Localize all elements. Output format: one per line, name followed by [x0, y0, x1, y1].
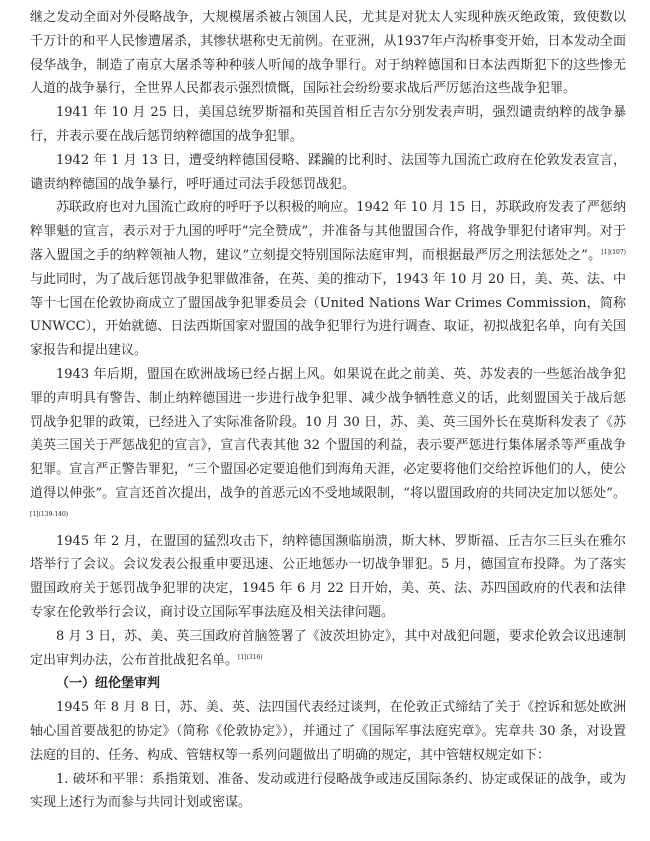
paragraph-text: 1942 年 1 月 13 日，遭受纳粹德国侵略、蹂躏的比利时、法国等九国流亡政府在伦敦发表宣言，谴责纳粹德国的战争暴行，呼吁通过司法手段惩罚战犯。: [30, 152, 626, 192]
paragraph-text: 8 月 3 日，苏、美、英三国政府首脑签署了《波茨坦协定》，其中对战犯问题，要求伦敦会议迅速制定出审判办法，公布首批战犯名单。: [30, 628, 626, 668]
footnote-ref: [1](316): [238, 653, 263, 661]
paragraph-1: [30, 101, 626, 149]
paragraph-3: [30, 196, 626, 363]
paragraph-8: [30, 768, 626, 816]
paragraph-7: [30, 696, 626, 767]
heading-text: （一）纽伦堡审判: [56, 676, 161, 692]
paragraph-4: [30, 363, 626, 530]
paragraph-2: [30, 149, 626, 197]
paragraph-6: [30, 625, 626, 673]
footnote-ref: [1](107): [601, 248, 626, 256]
paragraph-text: 1943 年后期，盟国在欧洲战场已经占据上风。如果说在此之前美、英、苏发表的一些惩治战争犯罪的声明具有警告、制止纳粹德国进一步进行战争犯罪、减少战争牺牲意义的话，此刻盟国关于战后惩罚战争犯罪的政策，已经进入了实际准备阶段。10 月 30 日，苏、美、英三国外长在莫斯科发表了《苏美英三国关于严惩战犯的宣言》，宣言代表其他 32 个盟国的利益，表示要严惩进行集体屠杀等严重战争犯罪。宣言严正警告罪犯，“三个盟国必定要追他们到海角天涯，必定要将他们交给控诉他们的人，使公道得以伸张”。宣言还首次提出，战争的首恶元凶不受地域限制，“将以盟国政府的共同决定加以惩处”。: [30, 366, 626, 501]
paragraph-text: 1. 破坏和平罪：系指策划、准备、发动或进行侵略战争或违反国际条约、协定或保证的战争，或为实现上述行为而参与共同计划或密谋。: [30, 771, 626, 811]
section-heading: [30, 672, 626, 696]
paragraph-5: [30, 530, 626, 625]
paragraph-text: 1945 年 8 月 8 日，苏、美、英、法四国代表经过谈判，在伦敦正式缔结了关于《控诉和惩处欧洲轴心国首要战犯的协定》（简称《伦敦协定》），并通过了《国际军事法庭宪章》。宪章共 30 条，对设置法庭的目的、任务、构成、管辖权等一系列问题做出了明确的规定，其中管辖权规定如下：: [30, 700, 626, 763]
paragraph-0: [30, 6, 626, 101]
paragraph-text: 苏联政府也对九国流亡政府的呼吁予以积极的响应。1942 年 10 月 15 日，苏联政府发表了严惩纳粹罪魁的宣言，表示对于九国的呼吁“完全赞成”，并准备与其他盟国合作，将战争罪犯付诸审判。对于落入盟国之手的纳粹领袖人物，建议“立刻提交特别国际法庭审判，而根据最严厉之刑法惩处之”。: [30, 200, 626, 263]
paragraph-text: 1941 年 10 月 25 日，美国总统罗斯福和英国首相丘吉尔分别发表声明，强烈谴责纳粹的战争暴行，并表示要在战后惩罚纳粹德国的战争犯罪。: [30, 105, 626, 144]
paragraph-text: 与此同时，为了战后惩罚战争犯罪做准备，在英、美的推动下，1943 年 10 月 20 日，美、英、法、中等十七国在伦敦协商成立了盟国战争犯罪委员会（United Nations War Crimes Commission，简称 UNWCC），开始就德、日法西斯国家对盟国的战争犯罪行为进行调查、取证，初拟战犯名单，向有关国家报告和提出建议。: [30, 271, 626, 359]
document-page: [30, 6, 626, 815]
paragraph-text: 1945 年 2 月，在盟国的猛烈攻击下，纳粹德国濒临崩溃，斯大林、罗斯福、丘吉尔三巨头在雅尔塔举行了会议。会议发表公报重申要迅速、公正地惩办一切战争罪犯。5 月，德国宣布投降。为了落实盟国政府关于惩罚战争犯罪的决定，1945 年 6 月 22 日开始，美、英、法、苏四国政府的代表和法律专家在伦敦举行会议，商讨设立国际军事法庭及相关法律问题。: [30, 533, 626, 620]
footnote-ref: [1](139-140): [30, 510, 69, 518]
paragraph-text: 继之发动全面对外侵略战争，大规模屠杀被占领国人民，尤其是对犹太人实现种族灭绝政策，致使数以千万计的和平人民惨遭屠杀，其惨状堪称史无前例。在亚洲，从1937年卢沟桥事变开始，日本发动全面侵华战争，制造了南京大屠杀等种种骇人听闻的战争罪行。对于纳粹德国和日本法西斯犯下的这些惨无人道的战争暴行，全世界人民都表示强烈愤慨，国际社会纷纷要求战后严厉惩治这些战争犯罪。: [30, 10, 626, 97]
